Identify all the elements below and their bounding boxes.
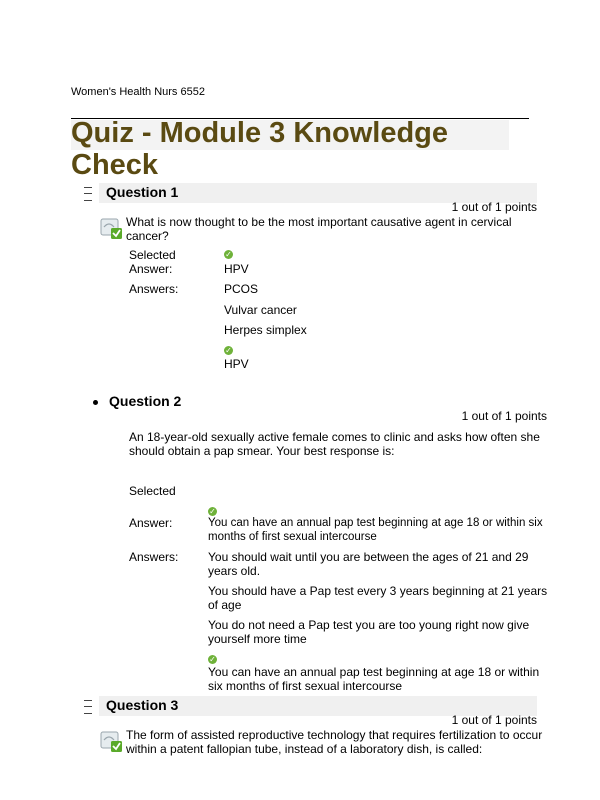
q1-answers-label: Answers:	[129, 282, 179, 296]
q1-selected-answer: HPV	[224, 262, 249, 276]
question-3-points: 1 out of 1 points	[451, 713, 537, 727]
question-3-text	[126, 728, 542, 756]
q1-answer-4: HPV	[224, 357, 249, 371]
q2-answer-1-line-1: You should wait until you are between the ages of 21 and 29	[208, 550, 529, 564]
q1-selected-label-line-2: Answer:	[129, 262, 173, 276]
q2-answers-label: Answers:	[129, 550, 179, 564]
q2-selected-answer-line-2: months of first sexual intercourse	[208, 531, 377, 543]
page-title-line-2: Check	[71, 149, 159, 181]
q2-answer-4-line-2: six months of first sexual intercourse	[208, 679, 403, 693]
correct-question-icon	[100, 731, 124, 753]
check-circle-icon: ✓	[225, 346, 232, 355]
q2-answer-2	[208, 584, 547, 612]
question-2-text	[129, 430, 540, 458]
question-1-points: 1 out of 1 points	[451, 200, 537, 214]
q2-answer-4-line-1: You can have an annual pap test beginning at age 18 or within	[208, 665, 540, 679]
q2-selected-label-line-1: Selected	[129, 484, 176, 498]
check-circle-icon: ✓	[209, 507, 216, 516]
question-3-text-line-1: The form of assisted reproductive technology that requires fertilization to occur	[126, 728, 543, 742]
q2-answer-3	[208, 618, 529, 646]
question-2-text-line-2: should obtain a pap smear. Your best response is:	[129, 444, 395, 458]
q2-selected-answer-line-1: You can have an annual pap test beginning at age 18 or within six	[208, 517, 543, 529]
q2-selected-answer	[208, 516, 543, 544]
question-1-text	[126, 215, 512, 243]
q2-answer-1	[208, 550, 528, 578]
q2-answer-3-line-1: You do not need a Pap test you are too young right now give	[208, 618, 530, 632]
course-name: Women's Health Nurs 6552	[71, 86, 205, 98]
collapse-icon[interactable]	[84, 187, 92, 201]
q2-answer-2-line-2: of age	[208, 598, 242, 612]
q1-selected-label-line-1: Selected	[129, 248, 176, 262]
question-2-text-line-1: An 18-year-old sexually active female comes to clinic and asks how often she	[129, 430, 540, 444]
q1-answer-3: Herpes simplex	[224, 323, 307, 337]
q2-answer-4	[208, 665, 539, 693]
q2-selected-label-line-2: Answer:	[129, 516, 173, 530]
page-title	[71, 117, 511, 181]
question-1-text-line-2: cancer?	[126, 229, 169, 243]
question-1-label: Question 1	[106, 184, 179, 200]
question-2-label: Question 2	[109, 393, 182, 409]
question-1-text-line-1: What is now thought to be the most important causative agent in cervical	[126, 215, 512, 229]
q1-answer-1: PCOS	[224, 282, 259, 296]
collapse-icon[interactable]	[84, 700, 92, 714]
q1-answer-2: Vulvar cancer	[224, 303, 297, 317]
question-3-label: Question 3	[106, 697, 179, 713]
correct-question-icon	[100, 218, 124, 240]
question-2-points: 1 out of 1 points	[461, 409, 547, 423]
question-3-text-line-2: within a patent fallopian tube, instead of a laboratory dish, is called:	[126, 742, 483, 756]
check-circle-icon: ✓	[209, 655, 216, 664]
q2-answer-3-line-2: yourself more time	[208, 632, 307, 646]
page-title-line-1: Quiz - Module 3 Knowledge	[71, 117, 448, 149]
check-circle-icon: ✓	[225, 250, 232, 259]
q2-answer-1-line-2: years old.	[208, 564, 261, 578]
q2-answer-2-line-1: You should have a Pap test every 3 years beginning at 21 years	[208, 584, 548, 598]
q1-selected-label	[129, 248, 176, 276]
list-bullet	[93, 400, 98, 405]
